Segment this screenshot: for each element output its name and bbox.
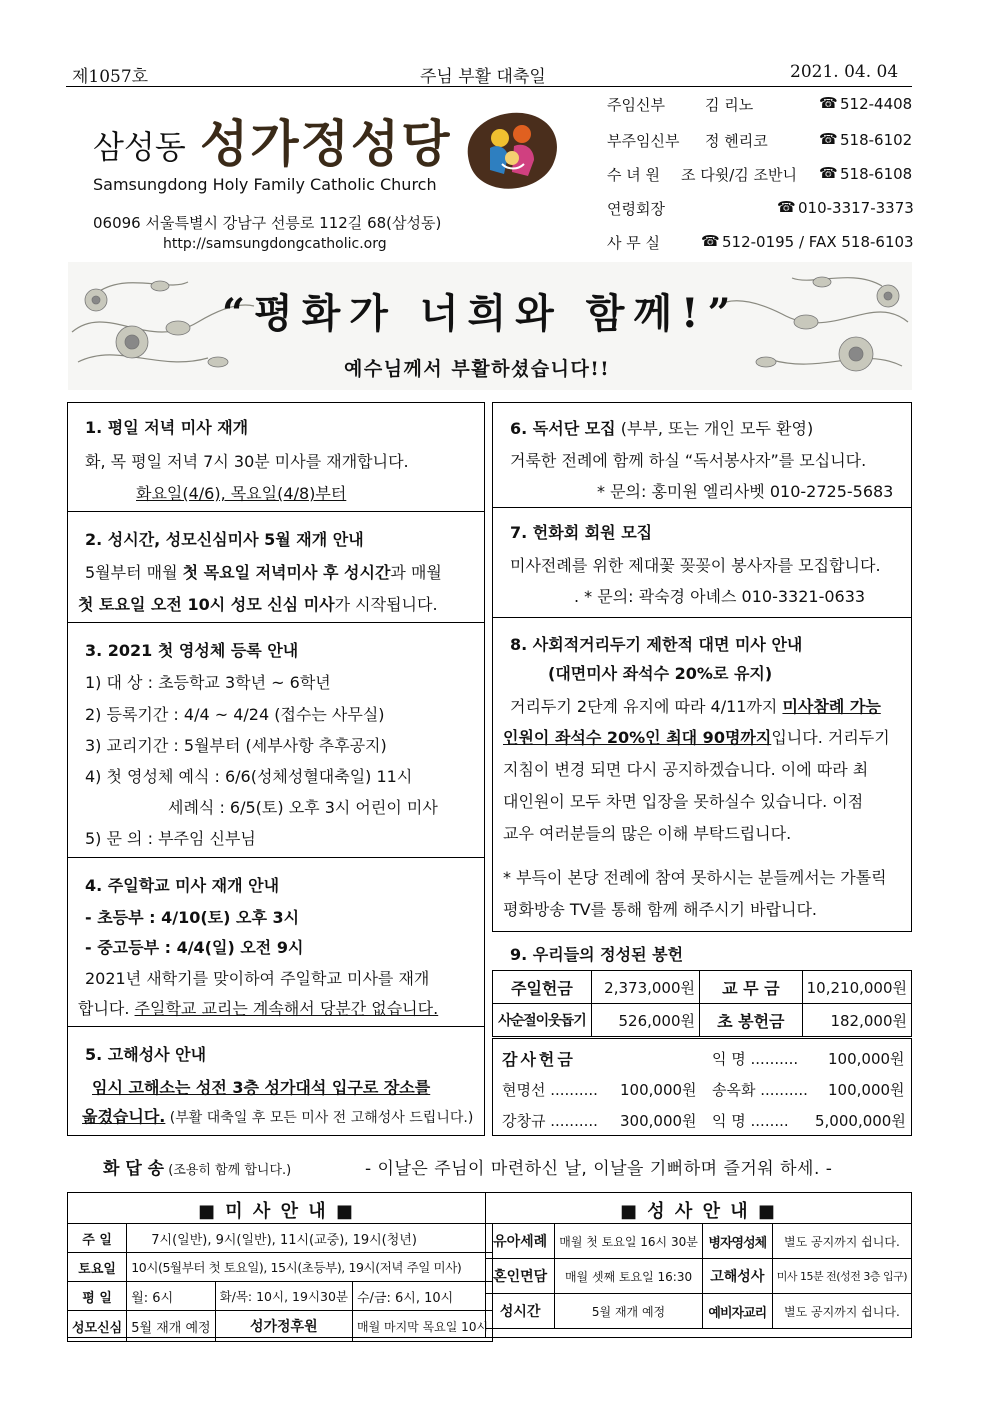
- list-item: 1) 대 상 : 초등학교 3학년 ~ 6학년: [85, 673, 331, 692]
- sacrament-time: 별도 공지까지 쉽니다.: [772, 1294, 911, 1329]
- section-5-line1: 임시 고해소는 성전 3층 성가대석 입구로 장소를: [92, 1078, 431, 1097]
- divider: [492, 617, 912, 618]
- text-span: 5월부터 매월: [85, 563, 183, 582]
- section-9-title: 9. 우리들의 정성된 봉헌: [510, 945, 684, 964]
- offering-label: 초 봉헌금: [700, 1004, 803, 1037]
- list-item: 세례식 : 6/5(토) 오후 3시 어린이 미사: [168, 798, 438, 817]
- contact-role: 연령회장: [607, 200, 665, 218]
- section-6-contact: * 문의: 홍미원 엘리사벳 010-2725-5683: [597, 482, 894, 501]
- section-8-line2: [503, 725, 890, 748]
- mass-times: 10시(5월부터 첫 토요일), 15시(초등부), 19시(저녁 주일 미사): [127, 1253, 493, 1282]
- sacrament-label: 예비자교리: [702, 1294, 772, 1329]
- section-4-title: 4. 주일학교 미사 재개 안내: [85, 876, 280, 895]
- contact-role: 사 무 실: [607, 234, 661, 252]
- sacrament-time: 별도 공지까지 쉽니다.: [772, 1224, 911, 1259]
- telephone-icon: ☎: [777, 198, 796, 216]
- banner-title: “평화가 너희와 함께!”: [222, 290, 740, 337]
- mass-day-label: 주 일: [68, 1224, 127, 1253]
- contact-phone: 518-6102: [840, 131, 913, 149]
- church-prefix: 삼성동: [93, 128, 186, 166]
- offering-amount: 2,373,000원: [591, 971, 699, 1004]
- section-8-line1: [510, 694, 881, 717]
- contact-name: 김 리노: [705, 96, 754, 114]
- church-address: 06096 서울특별시 강남구 선릉로 112길 68(삼성동): [93, 214, 442, 232]
- mass-guide-table: [67, 1223, 493, 1342]
- sacrament-label: 혼인면담: [486, 1259, 555, 1294]
- sacrament-time: 미사 15분 전(성전 3층 입구): [772, 1259, 911, 1294]
- section-4-elementary: - 초등부 : 4/10(토) 오후 3시: [85, 908, 300, 927]
- section-8-title: 8. 사회적거리두기 제한적 대면 미사 안내: [510, 635, 803, 654]
- contact-role: 수 녀 원: [607, 166, 661, 184]
- donor-name: 익 명 ........: [712, 1112, 789, 1130]
- section-8-line4: 대인원이 모두 차면 입장을 못하실수 있습니다. 이점: [503, 792, 864, 811]
- section-4-text2: [78, 996, 438, 1019]
- flower-decoration-icon: [722, 262, 912, 390]
- mass-day-label: 토요일: [68, 1253, 127, 1282]
- text-span: 입니다. 거리두기: [771, 728, 890, 747]
- donor-name: 익 명 ..........: [712, 1050, 799, 1068]
- contact-phone: 518-6108: [840, 165, 913, 183]
- text-span: 거리두기 2단계 유지에 따라 4/11까지: [510, 697, 783, 716]
- section-4-secondary: - 중고등부 : 4/4(일) 오전 9시: [85, 938, 304, 957]
- section-7-title: 7. 헌화회 회원 모집: [510, 523, 653, 542]
- contact-name: 조 다윗/김 조반니: [681, 166, 798, 184]
- section-8-line3: 지침이 변경 되면 다시 공지하겠습니다. 이에 따라 최: [503, 760, 869, 779]
- divider: [67, 511, 485, 512]
- response-label: 화 답 송: [103, 1159, 165, 1179]
- text-span: (부부, 또는 개인 모두 환영): [615, 419, 814, 438]
- section-7-text: 미사전례를 위한 제대꽃 꽂꽂이 봉사자를 모집합니다.: [510, 556, 881, 575]
- text-span-bold: 첫 토요일 오전 10시 성모 신심 미사: [78, 595, 335, 614]
- text-span-bold: 옮겼습니다.: [82, 1107, 166, 1126]
- offering-amount: 10,210,000원: [802, 971, 911, 1004]
- sacrament-time: 5월 재개 예정: [555, 1294, 703, 1329]
- issue-number: 제1057호: [72, 67, 149, 87]
- telephone-icon: ☎: [701, 232, 720, 250]
- responsorial-psalm: [103, 1154, 291, 1179]
- mass-guide-title: ■ 미 사 안 내 ■: [198, 1201, 355, 1222]
- text-span: 합니다.: [78, 999, 135, 1018]
- offering-amount: 526,000원: [591, 1004, 699, 1037]
- sacrament-guide-table: [485, 1223, 912, 1329]
- list-item: 5) 문 의 : 부주임 신부님: [85, 829, 256, 848]
- telephone-icon: ☎: [819, 130, 838, 148]
- mass-times: 수/금: 6시, 10시: [353, 1282, 493, 1311]
- section-6-text: 거룩한 전례에 함께 하실 “독서봉사자”를 모십니다.: [510, 451, 867, 470]
- section-1-text: 화, 목 평일 저녁 7시 30분 미사를 재개합니다.: [85, 452, 409, 471]
- header-rule: [66, 86, 912, 87]
- donor-amount: 100,000원: [828, 1081, 905, 1099]
- text-span: 과 매월: [390, 563, 442, 582]
- divider: [67, 622, 485, 623]
- mass-times: 화/목: 10시, 19시30분: [215, 1282, 352, 1311]
- offering-amount: 182,000원: [802, 1004, 911, 1037]
- sacrament-time: 매월 셋째 토요일 16:30: [555, 1259, 703, 1294]
- section-7-contact: . * 문의: 곽숙경 아녜스 010-3321-0633: [574, 587, 866, 606]
- donor-amount: 100,000원: [828, 1050, 905, 1068]
- church-english-name: Samsungdong Holy Family Catholic Church: [93, 175, 437, 194]
- divider: [67, 1026, 485, 1027]
- sacrament-time: 매월 첫 토요일 16시 30분: [555, 1224, 703, 1259]
- issue-date: 2021. 04. 04: [790, 62, 899, 82]
- contact-phone: 512-0195 / FAX 518-6103: [722, 233, 914, 251]
- sacrament-guide-title: ■ 성 사 안 내 ■: [620, 1201, 777, 1222]
- sacrament-label: 고해성사: [702, 1259, 772, 1294]
- offering-table: [492, 970, 912, 1037]
- donor-name: 송옥화 ..........: [712, 1081, 808, 1099]
- text-span-bold: 인원이 좌석수 20%인 최대 90명까지: [503, 728, 772, 747]
- mass-day-label: 평 일: [68, 1282, 127, 1311]
- contact-phone: 010-3317-3373: [798, 199, 914, 217]
- thanks-offering-label: 감사헌금: [502, 1050, 576, 1069]
- contact-name: 정 헨리코: [705, 132, 768, 150]
- text-span-bold: 6. 독서단 모집: [510, 419, 616, 438]
- church-name: 성가정성당: [200, 115, 452, 173]
- mass-times: 매월 마지막 목요일 10시: [353, 1311, 493, 1342]
- section-2-line2: [78, 592, 438, 615]
- donor-amount: 100,000원: [620, 1081, 697, 1099]
- section-6-title: [510, 416, 813, 439]
- divider: [492, 507, 912, 508]
- contact-phone: 512-4408: [840, 95, 913, 113]
- offering-label: 주일헌금: [493, 971, 592, 1004]
- sacrament-label: 병자영성체: [702, 1224, 772, 1259]
- church-website[interactable]: http://samsungdongcatholic.org: [163, 236, 387, 252]
- contact-role: 주임신부: [607, 96, 665, 114]
- section-1-dates: 화요일(4/6), 목요일(4/8)부터: [136, 484, 347, 503]
- offering-label: 교 무 금: [700, 971, 803, 1004]
- section-8-note2: 평화방송 TV를 통해 함께 해주시기 바랍니다.: [503, 900, 817, 919]
- donor-name: 현명선 ..........: [502, 1081, 598, 1099]
- sacrament-label: 유아세례: [486, 1224, 555, 1259]
- divider: [67, 857, 485, 858]
- text-span: (부활 대축일 후 모든 미사 전 고해성사 드립니다.): [165, 1110, 474, 1126]
- response-note: (조용히 함께 합니다.): [164, 1163, 292, 1178]
- section-2-line1: [85, 560, 442, 583]
- donor-name: 강창규 ..........: [502, 1112, 598, 1130]
- mass-times: 5월 재개 예정: [127, 1311, 215, 1342]
- mass-day-label: 성모신심: [68, 1311, 127, 1342]
- section-8-subtitle: (대면미사 좌석수 20%로 유지): [548, 664, 773, 683]
- telephone-icon: ☎: [819, 164, 838, 182]
- response-text: - 이날은 주님이 마련하신 날, 이날을 기뻐하며 즐거워 하세. -: [365, 1159, 833, 1179]
- section-5-title: 5. 고해성사 안내: [85, 1045, 207, 1064]
- offering-label: 사순절이웃돕기: [493, 1004, 592, 1037]
- donor-amount: 5,000,000원: [815, 1112, 906, 1130]
- occasion-title: 주님 부활 대축일: [420, 67, 546, 87]
- text-span-bold: 첫 목요일 저녁미사 후 성시간: [182, 563, 391, 582]
- list-item: 4) 첫 영성체 예식 : 6/6(성체성혈대축일) 11시: [85, 767, 413, 786]
- section-8-note1: * 부득이 본당 전례에 참여 못하시는 분들께서는 가톨릭: [503, 868, 887, 887]
- mass-times: 7시(일반), 9시(일반), 11시(교중), 19시(청년): [127, 1224, 493, 1253]
- text-span-underline: 주일학교 교리는 계속해서 당분간 없습니다.: [134, 999, 439, 1018]
- text-span: 가 시작됩니다.: [334, 595, 438, 614]
- section-2-title: 2. 성시간, 성모신심미사 5월 재개 안내: [85, 530, 364, 549]
- mass-label: 성가정후원: [215, 1311, 352, 1342]
- section-8-line5: 교우 여러분들의 많은 이해 부탁드립니다.: [503, 824, 792, 843]
- section-3-title: 3. 2021 첫 영성체 등록 안내: [85, 641, 299, 660]
- donor-amount: 300,000원: [620, 1112, 697, 1130]
- section-5-line2: [82, 1104, 473, 1127]
- telephone-icon: ☎: [819, 94, 838, 112]
- list-item: 2) 등록기간 : 4/4 ~ 4/24 (접수는 사무실): [85, 705, 385, 724]
- text-span-bold: 미사참례 가능: [782, 697, 881, 716]
- list-item: 3) 교리기간 : 5월부터 (세부사항 추후공지): [85, 736, 387, 755]
- mass-times: 월: 6시: [127, 1282, 215, 1311]
- sacrament-label: 성시간: [486, 1294, 555, 1329]
- section-1-title: 1. 평일 저녁 미사 재개: [85, 418, 249, 437]
- section-4-text: 2021년 새학기를 맞이하여 주일학교 미사를 재개: [85, 969, 430, 988]
- holy-family-logo-icon: [462, 108, 562, 192]
- banner-subtitle: 예수님께서 부활하셨습니다!!: [344, 358, 611, 380]
- contact-role: 부주임신부: [607, 132, 680, 150]
